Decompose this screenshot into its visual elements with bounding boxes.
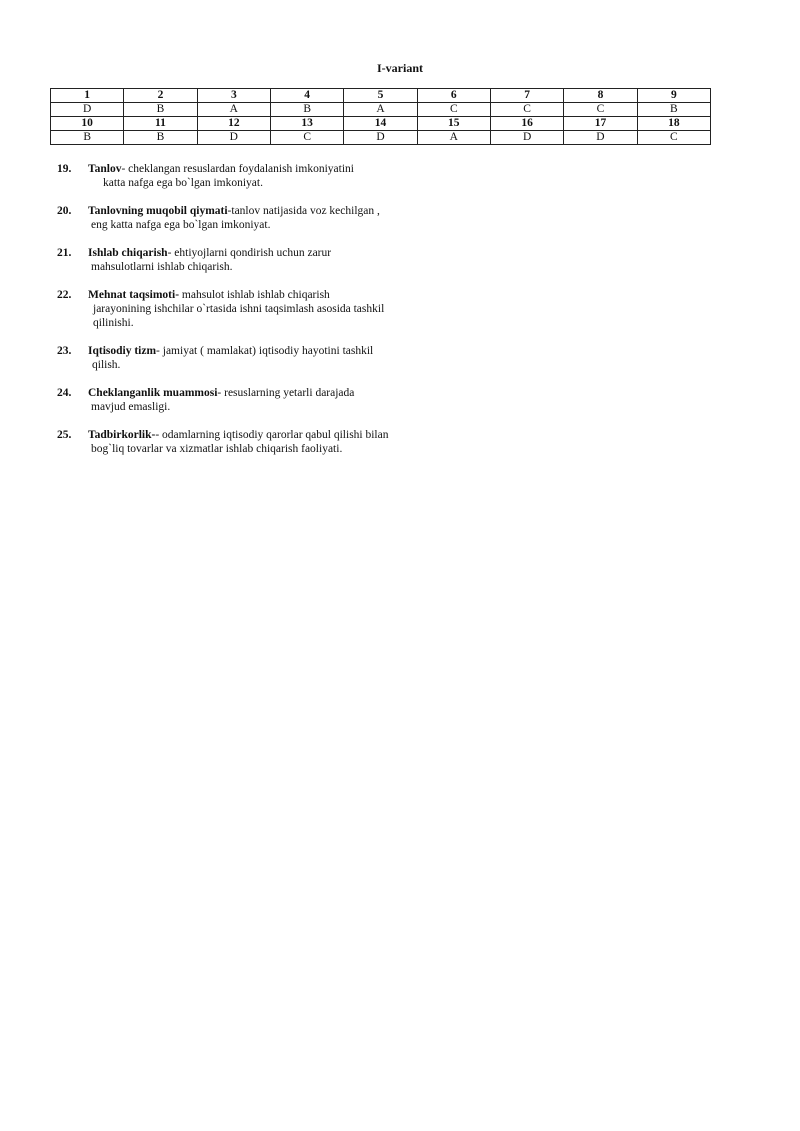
question-number-cell: 5 <box>344 89 417 103</box>
question-number-cell: 13 <box>270 117 343 131</box>
definition-item <box>57 344 457 372</box>
answer-cell: C <box>417 103 490 117</box>
item-definition: - resuslarning yetarli darajada <box>217 387 355 399</box>
item-definition-continuation: mahsulotlarni ishlab chiqarish. <box>91 261 233 273</box>
question-number-cell: 3 <box>197 89 270 103</box>
item-number: 24. <box>57 387 72 399</box>
item-term: Tanlov <box>88 163 122 175</box>
question-number-cell: 2 <box>124 89 197 103</box>
answer-cell: D <box>51 103 124 117</box>
item-number: 21. <box>57 247 72 259</box>
question-number-cell: 18 <box>637 117 710 131</box>
answer-cell: B <box>51 131 124 145</box>
item-definition-continuation: eng katta nafga ega bo`lgan imkoniyat. <box>91 219 271 231</box>
definition-item <box>57 246 457 274</box>
item-definition: - jamiyat ( mamlakat) iqtisodiy hayotini tashkil <box>156 345 374 357</box>
answer-cell: D <box>564 131 637 145</box>
question-number-cell: 1 <box>51 89 124 103</box>
item-term: Iqtisodiy tizm <box>88 345 157 357</box>
question-number-row <box>51 117 711 131</box>
item-definition: - cheklangan resuslardan foydalanish imkoniyatini <box>121 163 354 175</box>
item-definition: - odamlarning iqtisodiy qarorlar qabul qilishi bilan <box>155 429 389 441</box>
answer-cell: B <box>124 103 197 117</box>
question-number-cell: 12 <box>197 117 270 131</box>
question-number-cell: 10 <box>51 117 124 131</box>
answer-cell: C <box>564 103 637 117</box>
item-definition-continuation: qilish. <box>92 359 121 371</box>
definition-item <box>57 204 457 232</box>
item-definition: - ehtiyojlarni qondirish uchun zarur <box>167 247 332 259</box>
answer-cell: B <box>124 131 197 145</box>
answer-cell: A <box>197 103 270 117</box>
answer-cell: A <box>344 103 417 117</box>
item-number: 25. <box>57 429 72 441</box>
item-definition: -tanlov natijasida voz kechilgan , <box>227 205 380 217</box>
item-number: 20. <box>57 205 72 217</box>
answer-row <box>51 103 711 117</box>
item-number: 22. <box>57 289 72 301</box>
item-number: 23. <box>57 345 72 357</box>
answer-key-table <box>50 88 711 145</box>
item-term: Mehnat taqsimoti- <box>88 289 180 301</box>
item-definition: mahsulot ishlab ishlab chiqarish <box>179 289 330 301</box>
question-number-row <box>51 89 711 103</box>
definition-item <box>57 386 457 414</box>
item-definition-continuation: katta nafga ega bo`lgan imkoniyat. <box>103 177 263 189</box>
answer-cell: C <box>637 131 710 145</box>
answer-cell: B <box>270 103 343 117</box>
item-definition-continuation: bog`liq tovarlar va xizmatlar ishlab chiqarish faoliyati. <box>91 443 343 455</box>
item-definition-continuation: mavjud emasligi. <box>91 401 171 413</box>
definition-item <box>57 428 457 456</box>
question-number-cell: 16 <box>490 117 563 131</box>
item-definition-continuation: jarayonining ishchilar o`rtasida ishni taqsimlash asosida tashkil <box>93 303 385 315</box>
question-number-cell: 4 <box>270 89 343 103</box>
item-term: Tanlovning muqobil qiymati <box>88 205 228 217</box>
question-number-cell: 8 <box>564 89 637 103</box>
item-number: 19. <box>57 163 72 175</box>
question-number-cell: 14 <box>344 117 417 131</box>
question-number-cell: 9 <box>637 89 710 103</box>
question-number-cell: 7 <box>490 89 563 103</box>
item-definition-continuation: qilinishi. <box>93 317 134 329</box>
answer-row <box>51 131 711 145</box>
item-term: Cheklanganlik muammosi <box>88 387 218 399</box>
item-term: Tadbirkorlik- <box>88 429 156 441</box>
page-title: I-variant <box>377 61 423 75</box>
answer-cell: D <box>490 131 563 145</box>
answer-cell: C <box>490 103 563 117</box>
question-number-cell: 6 <box>417 89 490 103</box>
answer-cell: B <box>637 103 710 117</box>
answer-cell: C <box>270 131 343 145</box>
question-number-cell: 15 <box>417 117 490 131</box>
answer-cell: D <box>197 131 270 145</box>
answer-cell: A <box>417 131 490 145</box>
definitions-list <box>57 162 457 470</box>
question-number-cell: 11 <box>124 117 197 131</box>
answer-cell: D <box>344 131 417 145</box>
question-number-cell: 17 <box>564 117 637 131</box>
item-term: Ishlab chiqarish <box>88 247 168 259</box>
definition-item <box>57 288 457 330</box>
definition-item <box>57 162 457 190</box>
